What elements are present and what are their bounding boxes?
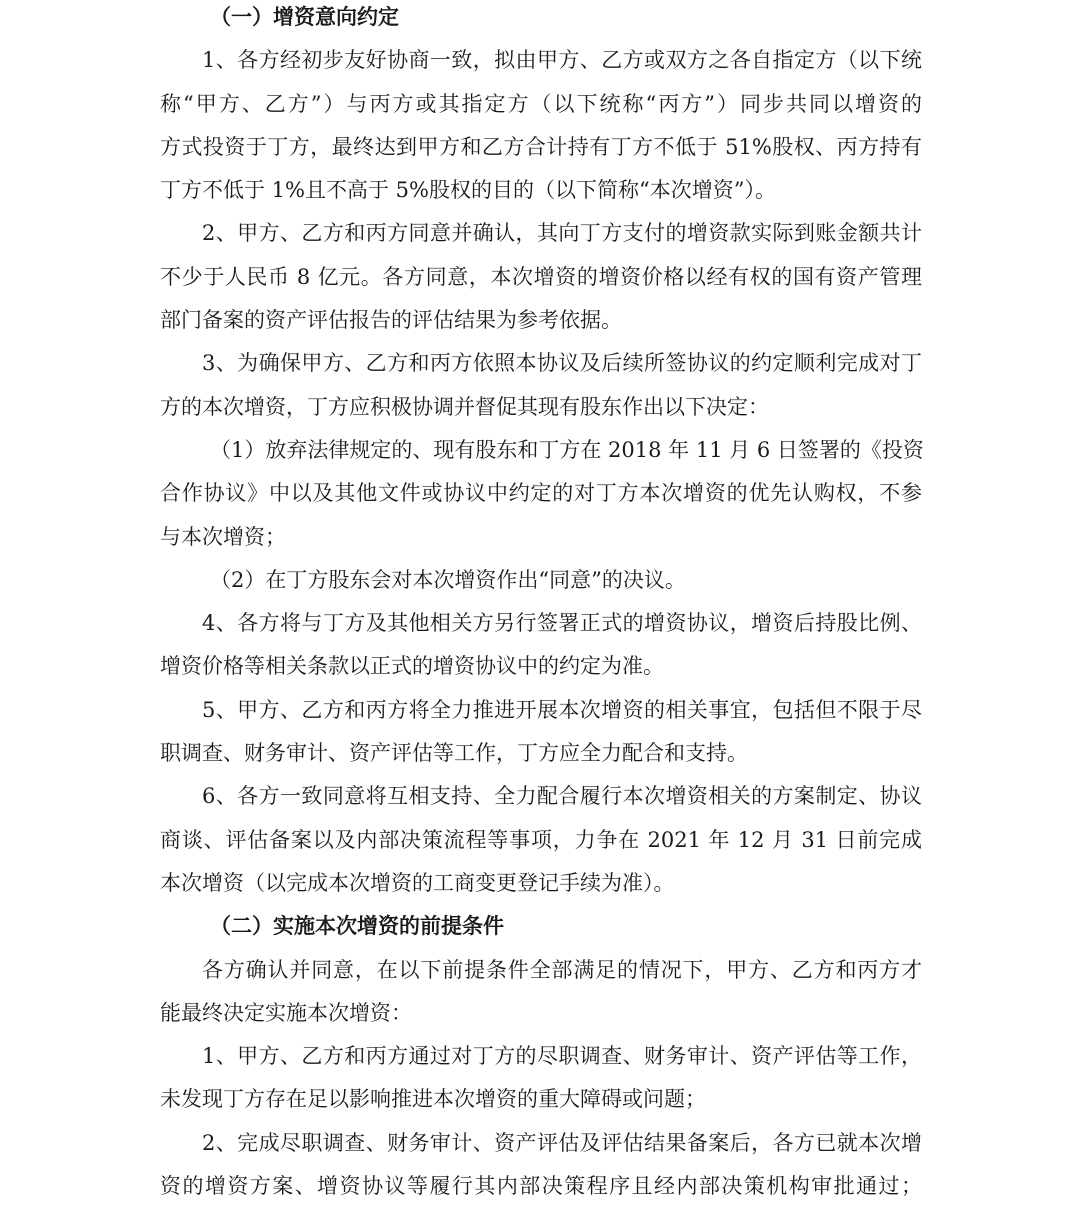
paragraph-7 [160, 949, 922, 1036]
paragraph-4 [160, 602, 922, 689]
paragraph-line: 1、各方经初步友好协商一致，拟由甲方、乙方或双方之各自指定方（以下统 [202, 48, 922, 73]
paragraph-line: 能最终决定实施本次增资： [160, 1000, 412, 1025]
paragraph-line: 方式投资于丁方，最终达到甲方和乙方合计持有丁方不低于 51%股权、丙方持有 [160, 134, 922, 159]
paragraph-line: 本次增资（以完成本次增资的工商变更登记手续为准）。 [160, 870, 675, 895]
paragraph-line: 未发现丁方存在足以影响推进本次增资的重大障碍或问题； [160, 1087, 706, 1112]
paragraph-line: 不少于人民币 8 亿元。各方同意，本次增资的增资价格以经有权的国有资产管理 [160, 264, 922, 289]
paragraph-5 [160, 689, 922, 776]
paragraph-1 [160, 39, 922, 212]
paragraph-line: 增资价格等相关条款以正式的增资协议中的约定为准。 [160, 654, 664, 679]
paragraph-3-item-2 [160, 559, 922, 602]
paragraph-line: （1）放弃法律规定的、现有股东和丁方在 2018 年 11 月 6 日签署的《投资 [210, 437, 924, 462]
paragraph-line: 合作协议》中以及其他文件或协议中约定的对丁方本次增资的优先认购权，不参 [160, 481, 922, 506]
paragraph-line: 4、各方将与丁方及其他相关方另行签署正式的增资协议，增资后持股比例、 [202, 611, 922, 636]
paragraph-line: 职调查、财务审计、资产评估等工作，丁方应全力配合和支持。 [160, 741, 748, 766]
document-page [160, 0, 922, 1208]
paragraph-line: （2）在丁方股东会对本次增资作出“同意”的决议。 [210, 567, 686, 592]
paragraph-9 [160, 1122, 922, 1208]
paragraph-line: 商谈、评估备案以及内部决策流程等事项，力争在 2021 年 12 月 31 日前完成 [160, 827, 922, 852]
paragraph-line: 与本次增资； [160, 524, 286, 549]
paragraph-line: 部门备案的资产评估报告的评估结果为参考依据。 [160, 308, 622, 333]
paragraph-line: 1、甲方、乙方和丙方通过对丁方的尽职调查、财务审计、资产评估等工作， [202, 1044, 922, 1069]
paragraph-line: 5、甲方、乙方和丙方将全力推进开展本次增资的相关事宜，包括但不限于尽 [202, 697, 922, 722]
paragraph-line: 各方确认并同意，在以下前提条件全部满足的情况下，甲方、乙方和丙方才 [202, 957, 922, 982]
paragraph-line: 资的增资方案、增资协议等履行其内部决策程序且经内部决策机构审批通过； [160, 1174, 922, 1199]
paragraph-line: 2、完成尽职调查、财务审计、资产评估及评估结果备案后，各方已就本次增 [202, 1130, 922, 1155]
paragraph-line: 2、甲方、乙方和丙方同意并确认，其向丁方支付的增资款实际到账金额共计 [202, 221, 922, 246]
paragraph-8 [160, 1035, 922, 1122]
paragraph-3 [160, 342, 922, 429]
paragraph-3-item-1 [160, 429, 922, 559]
section-heading-2: （二）实施本次增资的前提条件 [210, 914, 504, 939]
paragraph-line: 6、各方一致同意将互相支持、全力配合履行本次增资相关的方案制定、协议 [202, 784, 922, 809]
paragraph-line: 丁方不低于 1%且不高于 5%股权的目的（以下简称“本次增资”）。 [160, 178, 776, 203]
paragraph-2 [160, 212, 922, 342]
paragraph-6 [160, 775, 922, 905]
section-heading-1: （一）增资意向约定 [210, 5, 399, 29]
paragraph-line: 称“甲方、乙方”）与丙方或其指定方（以下统称“丙方”）同步共同以增资的 [160, 91, 922, 116]
paragraph-line: 3、为确保甲方、乙方和丙方依照本协议及后续所签协议的约定顺利完成对丁 [202, 351, 922, 376]
paragraph-line: 方的本次增资，丁方应积极协调并督促其现有股东作出以下决定： [160, 394, 769, 419]
